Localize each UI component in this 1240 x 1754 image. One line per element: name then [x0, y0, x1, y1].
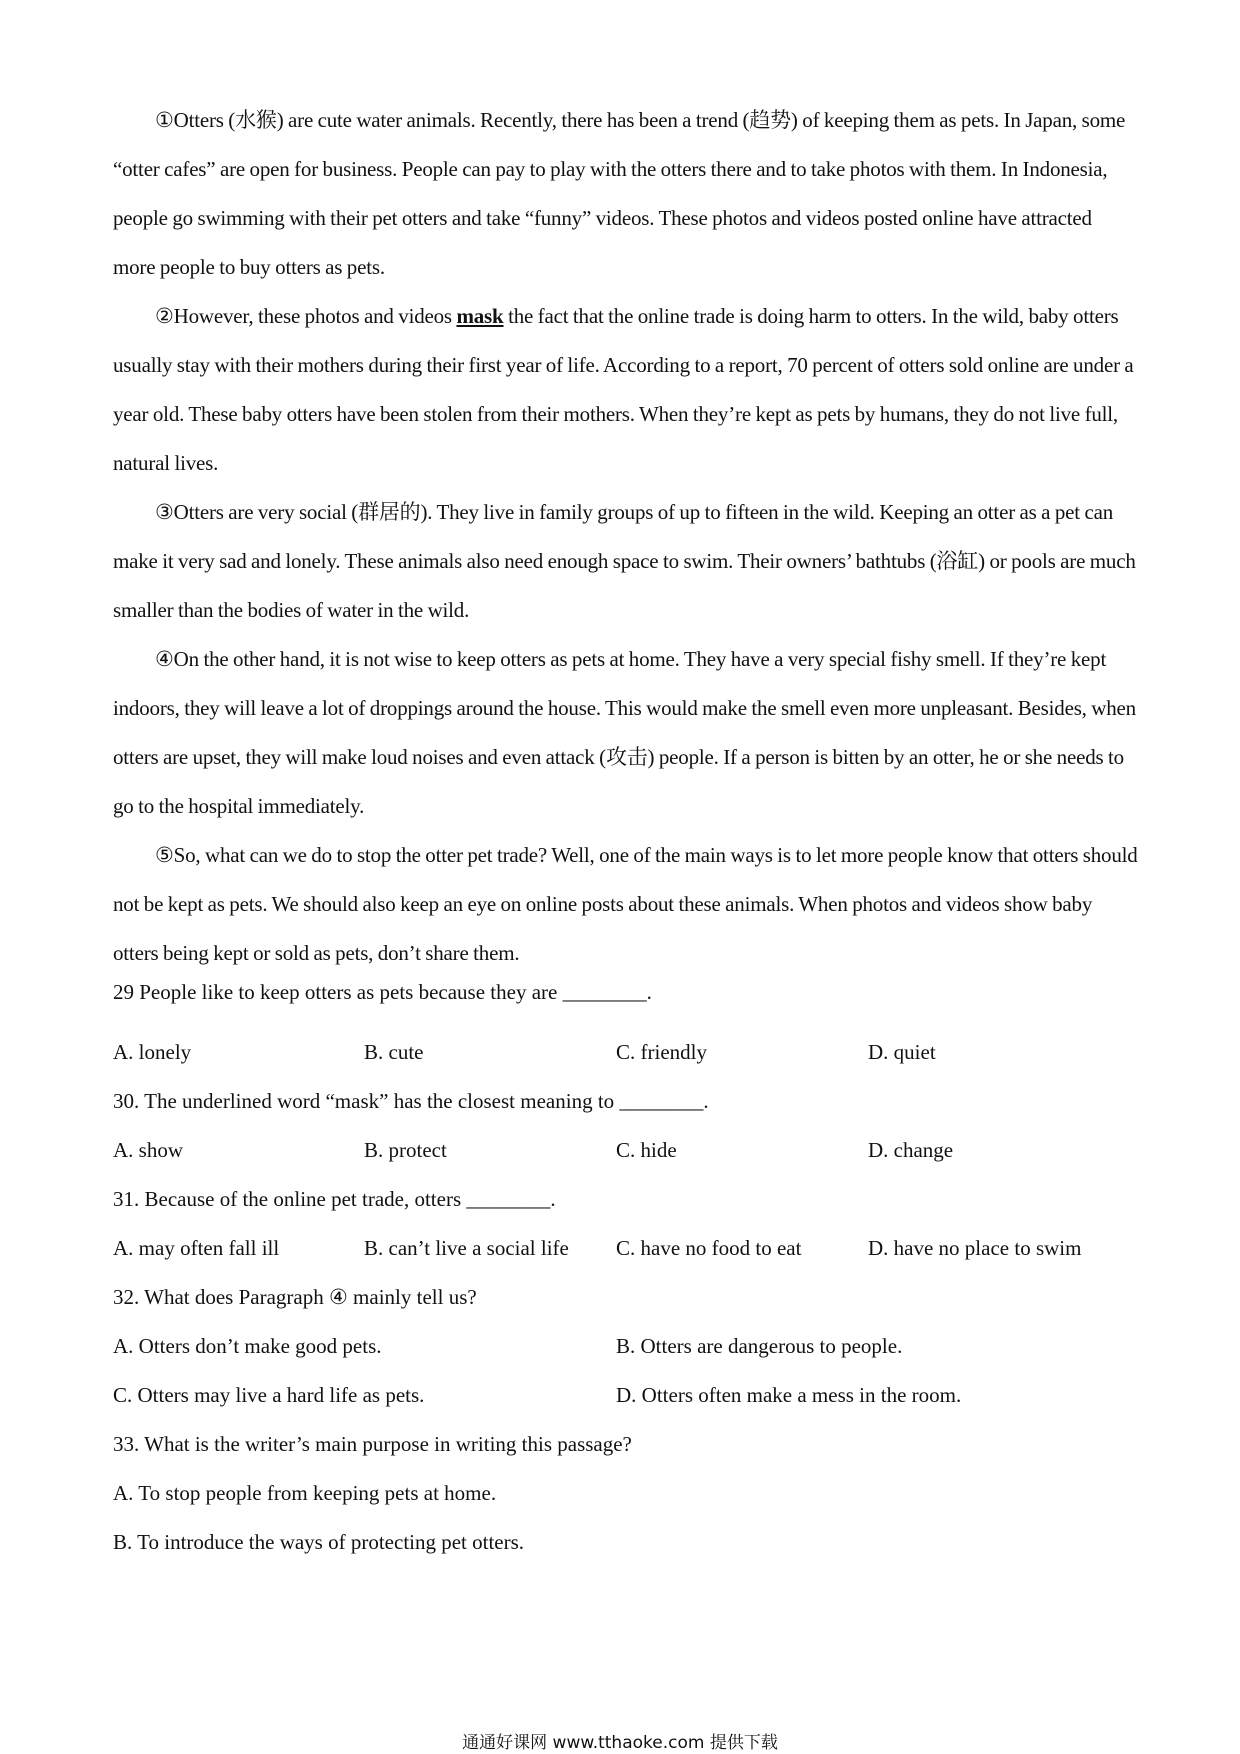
q32-option-c: C. Otters may live a hard life as pets. [113, 1383, 425, 1407]
q32-option-b: B. Otters are dangerous to people. [616, 1334, 903, 1358]
paragraph-4: ④On the other hand, it is not wise to keep otters as pets at home. They have a very special fishy smell. If they’re kept indoors, they will leave a lot of droppings around the house. This would make the smell even more unpleasant. Besides, when otters are upset, they will make loud noises and even attack (攻击) people. If a person is bitten by an otter, he or she needs to go to the hospital immediately. [113, 647, 1136, 818]
q30-option-b: B. protect [364, 1138, 447, 1162]
q31-option-a: A. may often fall ill [113, 1236, 280, 1260]
paragraph-5: ⑤So, what can we do to stop the otter pet trade? Well, one of the main ways is to let more people know that otters should not be kept as pets. We should also keep an eye on online posts about these animals. When photos and videos show baby otters being kept or sold as pets, don’t share them. [113, 843, 1138, 965]
paragraph-3: ③Otters are very social (群居的). They live in family groups of up to fifteen in the wild. Keeping an otter as a pet can make it very sad and lonely. These animals also need enough space to swim. Their owners’ bathtubs (浴缸) or pools are much smaller than the bodies of water in the wild. [113, 500, 1136, 622]
q31-option-c: C. have no food to eat [616, 1236, 802, 1260]
question-30-stem: 30. The underlined word “mask” has the closest meaning to ________. [113, 1089, 709, 1113]
q32-option-d: D. Otters often make a mess in the room. [616, 1383, 962, 1407]
paragraph-2 [113, 292, 1138, 488]
q29-option-c: C. friendly [616, 1040, 707, 1064]
paragraph-2-end: the fact that the online trade is doing harm to otters. In the wild, baby otters usually stay with their mothers during their first year of life. According to a report, 70 percent of otters sold online are under a year old. These baby otters have been stolen from their mothers. When they’re kept as pets by humans, they do not live full, natural lives. [113, 304, 1134, 475]
q29-option-a: A. lonely [113, 1040, 192, 1064]
question-31-stem: 31. Because of the online pet trade, otters ________. [113, 1187, 556, 1211]
underlined-word-mask: mask [456, 304, 504, 328]
question-33-stem: 33. What is the writer’s main purpose in writing this passage? [113, 1432, 632, 1456]
question-32-stem: 32. What does Paragraph ④ mainly tell us? [113, 1285, 477, 1309]
q33-option-a: A. To stop people from keeping pets at home. [113, 1481, 497, 1505]
q31-option-d: D. have no place to swim [868, 1236, 1082, 1260]
q30-option-d: D. change [868, 1138, 954, 1162]
paragraph-1: ①Otters (水猴) are cute water animals. Recently, there has been a trend (趋势) of keeping them as pets. In Japan, some “otter cafes” are open for business. People can pay to play with the otters there and to take photos with them. In Indonesia, people go swimming with their pet otters and take “funny” videos. These photos and videos posted online have attracted more people to buy otters as pets. [113, 108, 1126, 279]
q33-option-b: B. To introduce the ways of protecting pet otters. [113, 1530, 525, 1554]
page-footer: 通通好课网 www.tthaoke.com 提供下载 [462, 1733, 778, 1753]
q30-option-a: A. show [113, 1138, 184, 1162]
q29-option-d: D. quiet [868, 1040, 936, 1064]
q31-option-b: B. can’t live a social life [364, 1236, 569, 1260]
q30-option-c: C. hide [616, 1138, 677, 1162]
q29-option-b: B. cute [364, 1040, 424, 1064]
paragraph-2-start: ②However, these photos and videos [155, 304, 457, 328]
question-29-stem: 29 People like to keep otters as pets because they are ________. [113, 980, 652, 1004]
q32-option-a: A. Otters don’t make good pets. [113, 1334, 382, 1358]
reading-passage [113, 96, 1138, 978]
